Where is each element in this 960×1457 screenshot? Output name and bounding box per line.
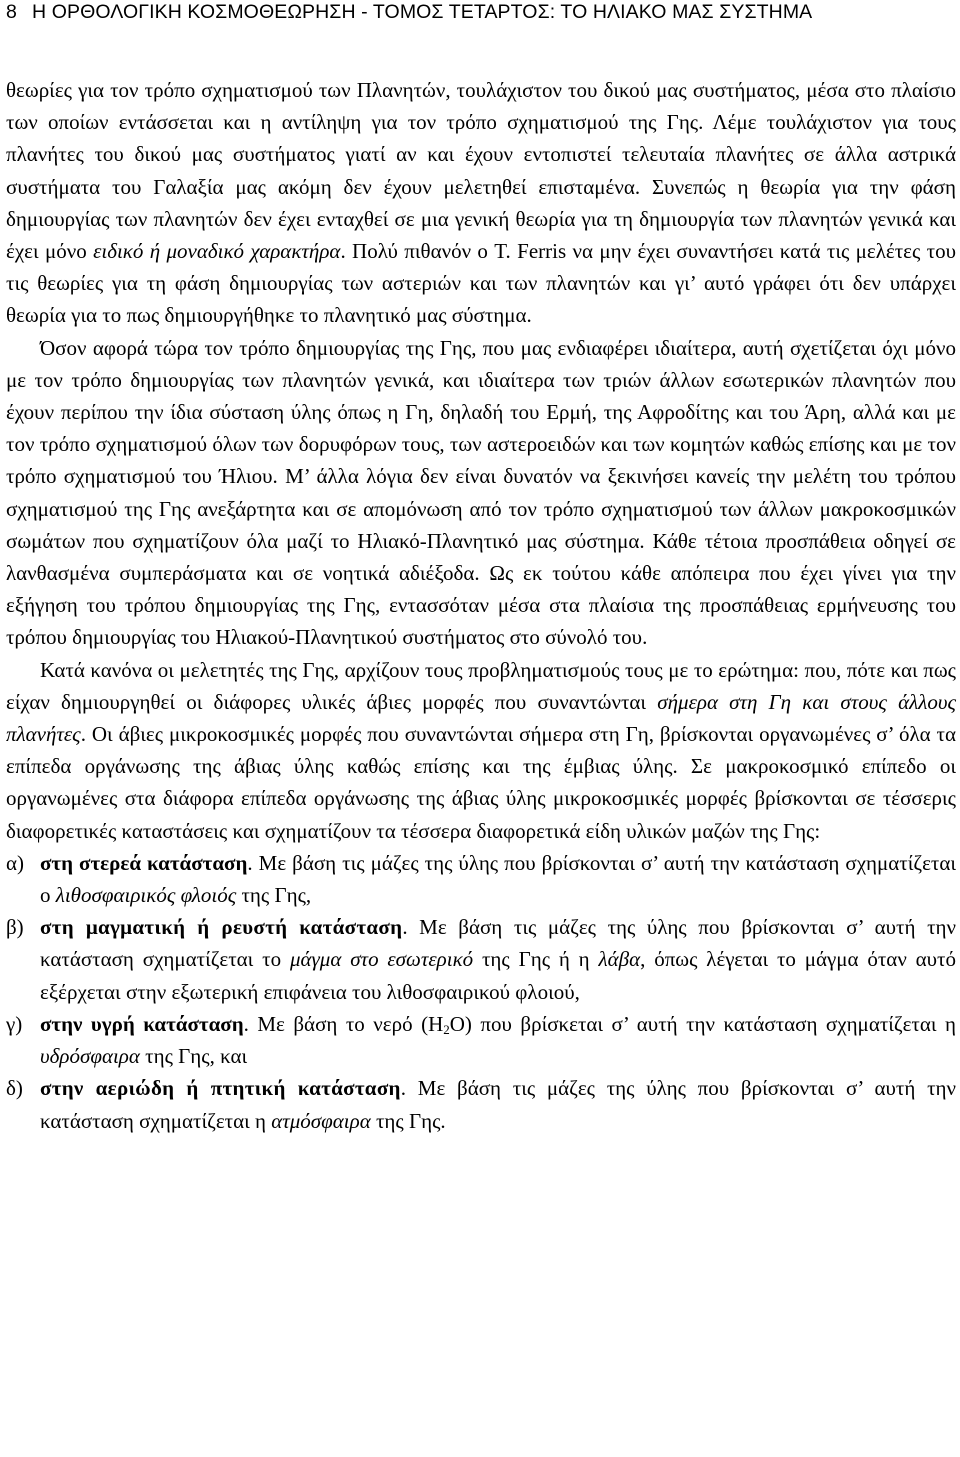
paragraph-1 xyxy=(6,74,956,332)
bold-run: στη στερεά κατάσταση xyxy=(40,850,248,875)
list-item-text xyxy=(40,911,956,1008)
list-marker: α) xyxy=(6,850,24,875)
list-marker: δ) xyxy=(6,1076,23,1101)
list-item-text xyxy=(40,1008,956,1072)
list-item-text xyxy=(40,847,956,911)
text-run: . Με βάση το νερό (H xyxy=(243,1011,444,1036)
text-run: . Με βάση τις μάζες της ύλης που βρίσκονται σ’ αυτή την κατάσταση σχηματίζεται η xyxy=(40,1076,956,1133)
paragraph-3 xyxy=(6,654,956,847)
bold-run: στην υγρή κατάσταση xyxy=(40,1011,244,1036)
text-run: της Γης ή η xyxy=(473,947,599,972)
text-run: . Πολύ πιθανόν ο T. Ferris να μην έχει συναντήσει κατά τις μελέτες του τις θεωρίες για τη φάση δημιουργίας των αστεριών και των πλανητών και γι’ αυτό γράφει ότι δεν υπάρχει θεωρία για το πως δημιουργήθηκε το πλανητικό μας σύστημα. xyxy=(6,239,956,328)
list-item-d xyxy=(6,1072,956,1136)
subscript: 2 xyxy=(443,1021,450,1037)
list-item-c xyxy=(6,1008,956,1072)
text-run: Κατά κανόνα οι μελετητές της Γης, αρχίζουν τους προβληματισμούς τους με το ερώτημα: που, πότε και πως είχαν δημιουργηθεί οι διάφορες υλικές άβιες μορφές που συναντώνται xyxy=(6,657,956,714)
text-run: . Με βάση τις μάζες της ύλης που βρίσκονται σ’ αυτή την κατάσταση σχηματίζεται ο xyxy=(40,850,956,908)
text-run: , όπως λέγεται το μάγμα όταν αυτό εξέρχεται στην εξωτερική επιφάνεια του λιθοσφαιρικού φλοιού, xyxy=(40,947,956,1004)
italic-run: λιθοσφαιρικός φλοιός xyxy=(55,883,237,908)
text-run: της Γης. xyxy=(370,1108,446,1133)
text-run: . Οι άβιες μικροκοσμικές μορφές που συναντώνται σήμερα στη Γη, βρίσκονται οργανωμένες σ’ όλα τα επίπεδα οργάνωσης της άβιας ύλης καθώς επίσης και της έμβιας ύλης. Σε μακροκοσμικό επίπεδο οι οργανωμένες στα διάφορα επίπεδα οργάνωσης της άβιας ύλης μικροκοσμικές μορφές βρίσκονται σε τέσσερις διαφορετικές καταστάσεις και σχηματίζουν τα τέσσερα διαφορετικά είδη υλικών μαζών της Γης: xyxy=(6,722,956,843)
bold-run: στη μαγματική ή ρευστή κατάσταση xyxy=(40,915,403,940)
text-run: θεωρίες για τον τρόπο σχηματισμού των Πλανητών, τουλάχιστον του δικού μας συστήματος, μέσα στο πλαίσιο των οποίων εντάσσεται και η αντίληψη για τον τρόπο σχηματισμού της Γης. Λέμε τουλάχιστον για τους πλανήτες του δικού μας συστήματος γιατί αν και έχουν εντοπιστεί τελευταία πλανήτες σε άλλα αστρικά συστήματα του Γαλαξία μας ακόμη δεν έχουν μελετηθεί επισταμένα. Συνεπώς η θεωρία για την φάση δημιουργίας των πλανητών δεν έχει ενταχθεί σε μια γενική θεωρία για τη δημιουργία των πλανητών γενικά και έχει μόνο xyxy=(6,78,956,264)
text-run: της Γης, και xyxy=(139,1044,248,1069)
list-item-text xyxy=(40,1072,956,1136)
running-header xyxy=(6,0,956,30)
body-text xyxy=(6,74,956,1137)
italic-run: μάγμα στο εσωτερικό xyxy=(289,947,474,972)
italic-run: υδρόσφαιρα xyxy=(40,1044,140,1069)
paragraph-2: Όσον αφορά τώρα τον τρόπο δημιουργίας της Γης, που μας ενδιαφέρει ιδιαίτερα, αυτή σχετίζεται όχι μόνο με τον τρόπο δημιουργίας των πλανητών γενικά, και ιδιαίτερα των τριών άλλων εσωτερικών πλανητών που έχουν περίπου την ίδια σύσταση ύλης όπως η Γη, δηλαδή του Ερμή, της Αφροδίτης και του Άρη, αλλά και με τον τρόπο σχηματισμού όλων των δορυφόρων τους, των αστεροειδών και των κομητών καθώς επίσης και με τον τρόπο σχηματισμού του Ήλιου. Μ’ άλλα λόγια δεν είναι δυνατόν να ξεκινήσει κανείς την μελέτη του τρόπου σχηματισμού της Γης ανεξάρτητα και σε απομόνωση από τον τρόπο σχηματισμού των άλλων μακροκοσμικών σωμάτων που σχηματίζουν όλα μαζί το Ηλιακό-Πλανητικό μας σύστημα. Κάθε τέτοια προσπάθεια οδηγεί σε λανθασμένα συμπεράσματα και σε νοητικά αδιέξοδα. Ως εκ τούτου κάθε απόπειρα που έχει γίνει για την εξήγηση του τρόπου δημιουργίας της Γης, εντασσόταν μέσα στα πλαίσια της προσπάθειας ερμήνευσης του τρόπου δημιουργίας του Ηλιακού-Πλανητικού συστήματος στο σύνολό του. xyxy=(6,335,956,650)
running-title: Η ΟΡΘΟΛΟΓΙΚΗ ΚΟΣΜΟΘΕΩΡΗΣΗ - ΤΟΜΟΣ ΤΕΤΑΡΤΟΣ: ΤΟ ΗΛΙΑΚΟ ΜΑΣ ΣΥΣΤΗΜΑ xyxy=(32,1,813,23)
bold-run: στην αεριώδη ή πτητική κατάσταση xyxy=(40,1076,401,1101)
italic-run: ατμόσφαιρα xyxy=(271,1108,371,1133)
text-run: . Με βάση τις μάζες της ύλης που βρίσκονται σ’ αυτή την κατάσταση σχηματίζεται το xyxy=(40,915,956,972)
page-number: 8 xyxy=(6,1,17,23)
text-run: της Γης, xyxy=(236,883,312,908)
list-marker: β) xyxy=(6,915,24,940)
list-item-b xyxy=(6,911,956,1008)
italic-run: λάβα xyxy=(598,947,641,972)
text-run: O) που βρίσκεται σ’ αυτή την κατάσταση σχηματίζεται η xyxy=(449,1011,956,1036)
list-marker: γ) xyxy=(6,1011,23,1036)
italic-run: σήμερα στη Γη και στους άλλους πλανήτες xyxy=(6,689,956,747)
list-item-a xyxy=(6,847,956,911)
italic-run: ειδικό ή μοναδικό χαρακτήρα xyxy=(93,239,341,264)
